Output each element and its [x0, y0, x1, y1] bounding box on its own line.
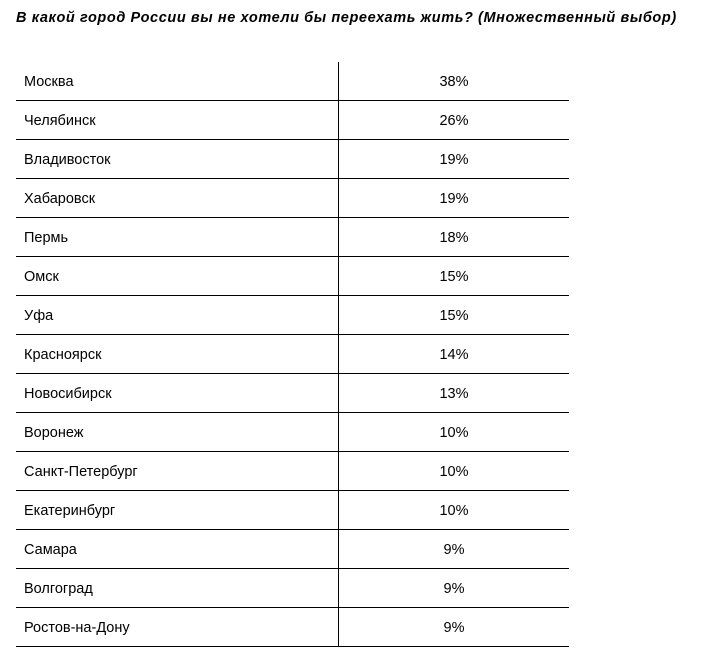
table-row [16, 257, 569, 296]
city-cell: Хабаровск [16, 179, 339, 217]
percent-cell: 13% [439, 386, 469, 402]
table-row [16, 179, 569, 218]
city-cell: Ростов-на-Дону [16, 608, 339, 646]
percent-cell: 10% [439, 503, 469, 519]
table-row [16, 62, 569, 101]
city-cell: Москва [16, 62, 339, 100]
percent-cell: 19% [439, 191, 469, 207]
table-row [16, 491, 569, 530]
city-cell: Омск [16, 257, 339, 295]
percent-cell: 26% [439, 113, 469, 129]
table-row [16, 608, 569, 647]
table-row [16, 374, 569, 413]
city-cell: Екатеринбург [16, 491, 339, 529]
percent-cell: 15% [439, 308, 469, 324]
percent-cell: 9% [443, 620, 465, 636]
percent-cell: 10% [439, 425, 469, 441]
percent-cell: 38% [439, 74, 469, 90]
percent-cell: 15% [439, 269, 469, 285]
table-row [16, 530, 569, 569]
table-row [16, 296, 569, 335]
table-row [16, 140, 569, 179]
city-cell: Санкт-Петербург [16, 452, 339, 490]
table-row [16, 569, 569, 608]
table-row [16, 452, 569, 491]
percent-cell: 9% [443, 542, 465, 558]
city-cell: Волгоград [16, 569, 339, 607]
city-cell: Челябинск [16, 101, 339, 139]
percent-cell: 18% [439, 230, 469, 246]
table-row [16, 413, 569, 452]
percent-cell: 19% [439, 152, 469, 168]
city-cell: Новосибирск [16, 374, 339, 412]
results-table [16, 62, 569, 647]
percent-cell: 9% [443, 581, 465, 597]
city-cell: Владивосток [16, 140, 339, 178]
table-row [16, 335, 569, 374]
table-row [16, 218, 569, 257]
city-cell: Самара [16, 530, 339, 568]
city-cell: Пермь [16, 218, 339, 256]
percent-cell: 10% [439, 464, 469, 480]
city-cell: Воронеж [16, 413, 339, 451]
percent-cell: 14% [439, 347, 469, 363]
survey-question-title: В какой город России вы не хотели бы переехать жить? (Множественный выбор) [16, 10, 677, 26]
table-row [16, 101, 569, 140]
city-cell: Красноярск [16, 335, 339, 373]
city-cell: Уфа [16, 296, 339, 334]
